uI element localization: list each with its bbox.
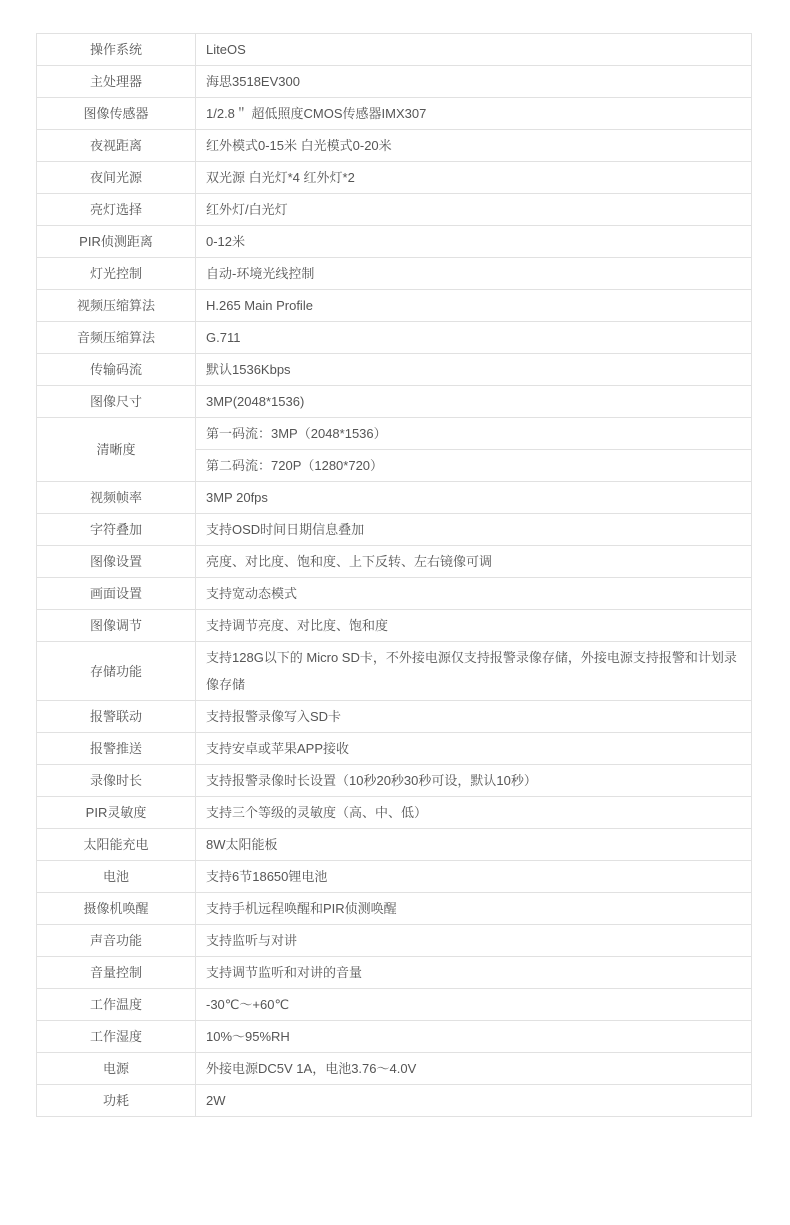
table-row	[37, 162, 752, 194]
table-row	[37, 765, 752, 797]
spec-value: 双光源 白光灯*4 红外灯*2	[196, 162, 752, 194]
spec-value: 第二码流：720P（1280*720）	[196, 450, 752, 482]
table-row	[37, 1085, 752, 1117]
spec-label: 画面设置	[37, 578, 196, 610]
spec-label: 报警联动	[37, 701, 196, 733]
spec-label: 字符叠加	[37, 514, 196, 546]
spec-label: 传输码流	[37, 354, 196, 386]
table-row	[37, 66, 752, 98]
spec-value: 支持调节亮度、对比度、饱和度	[196, 610, 752, 642]
spec-label: 音量控制	[37, 957, 196, 989]
spec-value: 支持监听与对讲	[196, 925, 752, 957]
table-row	[37, 957, 752, 989]
table-row	[37, 701, 752, 733]
spec-value: 支持128G以下的 Micro SD卡，不外接电源仅支持报警录像存储，外接电源支持报警和计划录像存储	[196, 642, 752, 701]
table-row	[37, 733, 752, 765]
spec-table	[36, 33, 752, 1117]
table-row	[37, 925, 752, 957]
spec-value: 0-12米	[196, 226, 752, 258]
table-row	[37, 578, 752, 610]
table-row	[37, 130, 752, 162]
table-row	[37, 34, 752, 66]
table-row	[37, 1053, 752, 1085]
table-row	[37, 386, 752, 418]
table-row	[37, 418, 752, 450]
spec-value: 3MP(2048*1536)	[196, 386, 752, 418]
spec-label: 操作系统	[37, 34, 196, 66]
table-row	[37, 989, 752, 1021]
page	[0, 33, 790, 1225]
spec-label: 报警推送	[37, 733, 196, 765]
table-row	[37, 226, 752, 258]
spec-value: 支持OSD时间日期信息叠加	[196, 514, 752, 546]
table-row	[37, 322, 752, 354]
spec-label: 清晰度	[37, 418, 196, 482]
spec-label: 视频帧率	[37, 482, 196, 514]
spec-label: 声音功能	[37, 925, 196, 957]
spec-value: 支持调节监听和对讲的音量	[196, 957, 752, 989]
spec-value: 支持报警录像写入SD卡	[196, 701, 752, 733]
spec-label: 夜视距离	[37, 130, 196, 162]
spec-value: -30℃～+60℃	[196, 989, 752, 1021]
spec-label: 视频压缩算法	[37, 290, 196, 322]
spec-value: 支持报警录像时长设置（10秒20秒30秒可设，默认10秒）	[196, 765, 752, 797]
spec-value: 支持手机远程唤醒和PIR侦测唤醒	[196, 893, 752, 925]
spec-label: 夜间光源	[37, 162, 196, 194]
spec-label: 亮灯选择	[37, 194, 196, 226]
spec-value: 海思3518EV300	[196, 66, 752, 98]
spec-value: G.711	[196, 322, 752, 354]
spec-value: 红外灯/白光灯	[196, 194, 752, 226]
spec-label: 主处理器	[37, 66, 196, 98]
spec-label: 图像设置	[37, 546, 196, 578]
table-row	[37, 482, 752, 514]
spec-value: 2W	[196, 1085, 752, 1117]
table-row	[37, 98, 752, 130]
spec-label: 录像时长	[37, 765, 196, 797]
spec-value: 3MP 20fps	[196, 482, 752, 514]
spec-label: 图像传感器	[37, 98, 196, 130]
spec-value: 支持安卓或苹果APP接收	[196, 733, 752, 765]
table-row	[37, 893, 752, 925]
spec-value: 红外模式0-15米 白光模式0-20米	[196, 130, 752, 162]
spec-label: 音频压缩算法	[37, 322, 196, 354]
table-row	[37, 642, 752, 701]
spec-value: H.265 Main Profile	[196, 290, 752, 322]
spec-label: 存储功能	[37, 642, 196, 701]
spec-label: 太阳能充电	[37, 829, 196, 861]
table-row	[37, 546, 752, 578]
table-row	[37, 290, 752, 322]
spec-label: 工作湿度	[37, 1021, 196, 1053]
table-row	[37, 514, 752, 546]
spec-value: 支持三个等级的灵敏度（高、中、低）	[196, 797, 752, 829]
spec-value: 支持宽动态模式	[196, 578, 752, 610]
spec-label: 灯光控制	[37, 258, 196, 290]
table-row	[37, 194, 752, 226]
spec-label: 摄像机唤醒	[37, 893, 196, 925]
spec-label: 工作温度	[37, 989, 196, 1021]
spec-label: 电池	[37, 861, 196, 893]
spec-table-body	[37, 34, 752, 1117]
spec-value: 外接电源DC5V 1A，电池3.76～4.0V	[196, 1053, 752, 1085]
spec-value: 自动-环境光线控制	[196, 258, 752, 290]
spec-value: 支持6节18650锂电池	[196, 861, 752, 893]
table-row	[37, 354, 752, 386]
table-row	[37, 829, 752, 861]
table-row	[37, 861, 752, 893]
spec-label: 图像调节	[37, 610, 196, 642]
spec-value: 默认1536Kbps	[196, 354, 752, 386]
spec-label: 电源	[37, 1053, 196, 1085]
table-row	[37, 610, 752, 642]
spec-value: 亮度、对比度、饱和度、上下反转、左右镜像可调	[196, 546, 752, 578]
spec-label: PIR灵敏度	[37, 797, 196, 829]
table-row	[37, 258, 752, 290]
spec-value: 10%～95%RH	[196, 1021, 752, 1053]
spec-label: 图像尺寸	[37, 386, 196, 418]
spec-value: LiteOS	[196, 34, 752, 66]
table-row	[37, 797, 752, 829]
table-row	[37, 1021, 752, 1053]
spec-label: PIR侦测距离	[37, 226, 196, 258]
spec-value: 8W太阳能板	[196, 829, 752, 861]
spec-label: 功耗	[37, 1085, 196, 1117]
spec-value: 第一码流：3MP（2048*1536）	[196, 418, 752, 450]
spec-value: 1/2.8＂ 超低照度CMOS传感器IMX307	[196, 98, 752, 130]
